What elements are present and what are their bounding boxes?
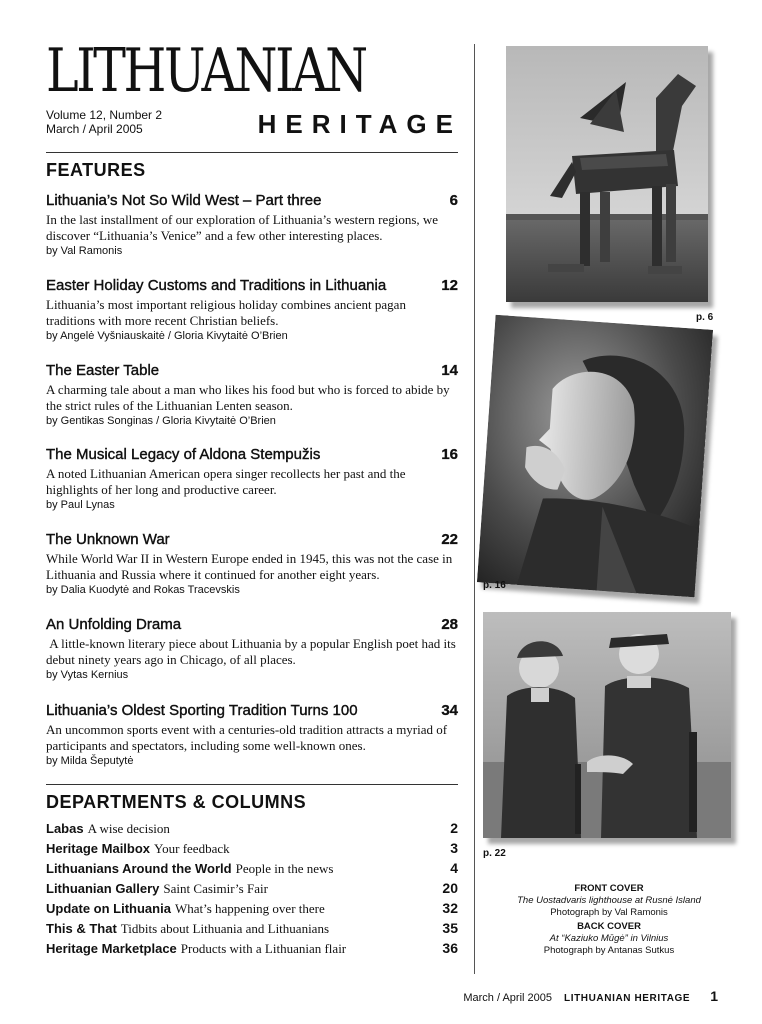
article-description: A noted Lithuanian American opera singer recollects her past and the highlights of her long and productive career. (46, 466, 406, 497)
department-description: Saint Casimir’s Fair (163, 881, 268, 896)
department-description: Your feedback (154, 841, 230, 856)
section-divider (46, 784, 458, 785)
article-page[interactable]: 22 (441, 531, 458, 548)
photo-page-caption: p. 16 (483, 580, 506, 591)
front-cover-credit: Photograph by Val Ramonis (550, 907, 668, 918)
article-byline: by Val Ramonis (46, 245, 123, 257)
article-title[interactable]: Lithuania’s Oldest Sporting Tradition Turns 100 (46, 702, 358, 719)
article-byline: by Paul Lynas (46, 499, 115, 511)
department-name[interactable]: Labas (46, 821, 84, 836)
article-byline: by Vytas Kernius (46, 669, 129, 681)
department-name[interactable]: Heritage Mailbox (46, 841, 151, 856)
department-name[interactable]: Lithuanians Around the World (46, 861, 232, 876)
features-heading: FEATURES (46, 160, 146, 180)
woman-portrait-image (477, 315, 713, 598)
department-item[interactable] (46, 940, 458, 960)
back-cover-heading: BACK COVER (577, 921, 641, 932)
footer-issue-date: March / April 2005 (463, 992, 552, 1004)
department-page[interactable]: 35 (442, 920, 458, 936)
article-page[interactable]: 34 (441, 702, 458, 719)
feature-article[interactable] (46, 702, 458, 769)
article-page[interactable]: 28 (441, 616, 458, 633)
department-page[interactable]: 4 (450, 860, 458, 876)
department-page[interactable]: 32 (442, 900, 458, 916)
front-cover-heading: FRONT COVER (574, 883, 644, 894)
department-item[interactable] (46, 920, 458, 940)
article-description: While World War II in Western Europe ended in 1945, this was not the case in Lithuania and Russia where it continued for another eight years. (46, 551, 453, 582)
article-description: A little-known literary piece about Lithuania by a popular English poet had its debut ninety years ago in Chicago, of all places. (46, 636, 460, 667)
article-title[interactable]: Lithuania’s Not So Wild West – Part three (46, 192, 322, 209)
department-name[interactable]: Update on Lithuania (46, 901, 171, 916)
front-cover-description: The Uostadvaris lighthouse at Rusnė Island (517, 895, 701, 906)
department-page[interactable]: 2 (450, 820, 458, 836)
article-description: In the last installment of our exploration of Lithuania’s western regions, we discover “Lithuania’s Venice” and a few other interesting places. (46, 212, 439, 243)
feature-article[interactable] (46, 531, 458, 598)
article-title[interactable]: An Unfolding Drama (46, 616, 182, 633)
department-description: Tidbits about Lithuania and Lithuanians (120, 921, 330, 936)
department-name[interactable]: Lithuanian Gallery (46, 881, 160, 896)
department-description: Products with a Lithuanian flair (180, 941, 347, 956)
feature-article[interactable] (46, 446, 458, 513)
feature-article[interactable] (46, 616, 458, 683)
feature-article[interactable] (46, 362, 458, 429)
article-byline: by Milda Šeputytė (46, 755, 134, 767)
department-page[interactable]: 20 (442, 880, 458, 896)
column-divider (474, 44, 475, 974)
article-title[interactable]: The Unknown War (46, 531, 170, 548)
article-title[interactable]: The Musical Legacy of Aldona Stempužis (46, 446, 321, 463)
department-description: What’s happening over there (174, 901, 325, 916)
feature-article[interactable] (46, 277, 458, 344)
photo-page-caption: p. 6 (696, 312, 714, 323)
department-description: A wise decision (87, 821, 170, 836)
issue-info (46, 108, 162, 136)
article-page[interactable]: 12 (441, 277, 458, 294)
magazine-title: LITHUANIAN (46, 36, 366, 106)
department-item[interactable] (46, 840, 458, 860)
masthead-divider (46, 152, 458, 153)
departments-heading: DEPARTMENTS & COLUMNS (46, 792, 307, 812)
department-item[interactable] (46, 900, 458, 920)
soldiers-photo[interactable] (483, 612, 731, 838)
article-description: Lithuania’s most important religious holiday combines ancient pagan traditions with more recent Christian beliefs. (46, 297, 406, 328)
article-description: A charming tale about a man who likes his food but who is forced to abide by the strict rules of the Lithuanian Lenten season. (46, 382, 450, 413)
article-title[interactable]: Easter Holiday Customs and Traditions in Lithuania (46, 277, 387, 294)
article-byline: by Gentikas Songinas / Gloria Kivytaitė O’Brien (46, 415, 276, 427)
horse-sculpture-image (506, 46, 708, 302)
department-name[interactable]: Heritage Marketplace (46, 941, 177, 956)
department-item[interactable] (46, 880, 458, 900)
department-page[interactable]: 36 (442, 940, 458, 956)
article-page[interactable]: 16 (441, 446, 458, 463)
department-description: People in the news (235, 861, 334, 876)
back-cover-description: At “Kaziuko Mūgė” in Vilnius (549, 933, 669, 944)
department-item[interactable] (46, 820, 458, 840)
issue-date: March / April 2005 (46, 122, 143, 136)
article-page[interactable]: 14 (441, 362, 458, 379)
department-name[interactable]: This & That (46, 921, 117, 936)
article-title[interactable]: The Easter Table (46, 362, 160, 379)
horse-sculpture-photo[interactable] (506, 46, 708, 302)
feature-article[interactable] (46, 192, 458, 259)
cover-credits (492, 883, 726, 957)
page-footer (463, 988, 718, 1004)
footer-page-number: 1 (710, 988, 718, 1004)
woman-portrait-photo[interactable] (477, 315, 713, 598)
department-item[interactable] (46, 860, 458, 880)
article-byline: by Dalia Kuodytė and Rokas Tracevskis (46, 584, 240, 596)
back-cover-credit: Photograph by Antanas Sutkus (543, 945, 675, 956)
article-description: An uncommon sports event with a centuries-old tradition attracts a myriad of participants and spectators, including some well-known ones. (46, 722, 448, 753)
article-page[interactable]: 6 (449, 192, 458, 209)
soldiers-image (483, 612, 731, 838)
department-page[interactable]: 3 (450, 840, 458, 856)
photo-page-caption: p. 22 (483, 848, 506, 859)
article-byline: by Angelė Vyšniauskaitė / Gloria Kivytaitė O’Brien (46, 330, 288, 342)
masthead (46, 36, 460, 144)
volume-number: Volume 12, Number 2 (46, 108, 163, 122)
magazine-subtitle: HERITAGE (257, 109, 462, 139)
footer-magazine-name: LITHUANIAN HERITAGE (563, 993, 691, 1004)
